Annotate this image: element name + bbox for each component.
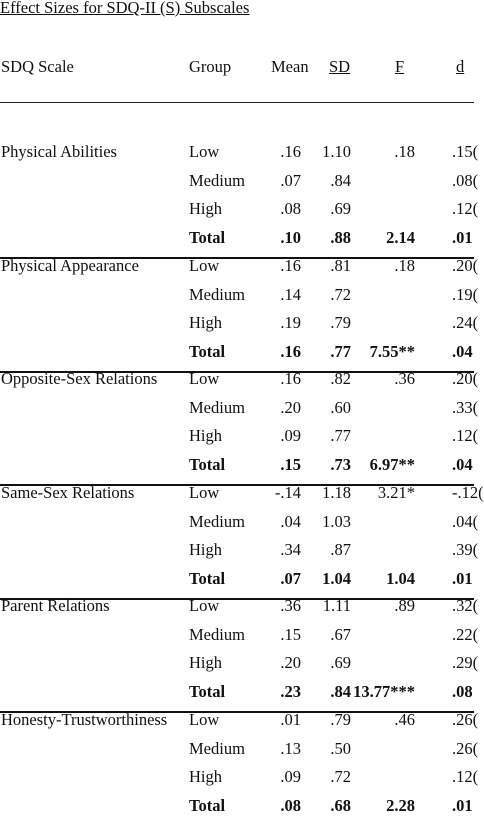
cell-f: 2.14 bbox=[386, 227, 415, 247]
cell-group: Total bbox=[189, 227, 226, 247]
cell-mean: .20 bbox=[280, 653, 301, 672]
cell-group: High bbox=[189, 540, 222, 559]
cell-d: .04( bbox=[452, 511, 479, 531]
cell-mean: .34 bbox=[280, 540, 301, 559]
cell-mean: .10 bbox=[280, 227, 301, 247]
scale-block bbox=[0, 130, 479, 247]
cell-f: .89 bbox=[394, 596, 415, 615]
scale-name: Parent Relations bbox=[1, 596, 110, 615]
cell-d: .01 bbox=[452, 795, 473, 815]
cell-d: .04 bbox=[452, 454, 473, 474]
cell-group: High bbox=[189, 426, 222, 445]
cell-mean: .15 bbox=[280, 624, 301, 644]
cell-f: .46 bbox=[394, 710, 415, 729]
column-header-scale: SDQ Scale bbox=[1, 57, 74, 76]
cell-d: .08 bbox=[452, 681, 473, 701]
column-header-d: d bbox=[456, 57, 465, 76]
cell-sd: .79 bbox=[330, 710, 351, 729]
cell-group: Low bbox=[189, 483, 220, 502]
cell-sd: 1.04 bbox=[322, 568, 351, 588]
cell-mean: -.14 bbox=[274, 483, 301, 502]
cell-group: Medium bbox=[189, 624, 245, 644]
cell-group: Low bbox=[189, 256, 220, 275]
cell-sd: .82 bbox=[330, 369, 351, 388]
cell-mean: .13 bbox=[280, 738, 301, 758]
cell-mean: .16 bbox=[280, 341, 301, 361]
cell-d: .39( bbox=[452, 540, 479, 559]
cell-d: .20( bbox=[452, 256, 479, 275]
cell-mean: .07 bbox=[280, 170, 301, 190]
cell-mean: .36 bbox=[280, 596, 301, 615]
cell-sd: .69 bbox=[330, 199, 351, 218]
cell-sd: .73 bbox=[330, 454, 351, 474]
cell-sd: 1.11 bbox=[322, 596, 351, 615]
cell-f: 6.97** bbox=[369, 454, 415, 474]
column-header-f: F bbox=[395, 57, 405, 76]
column-header-mean: Mean bbox=[271, 57, 309, 76]
cell-sd: .84 bbox=[330, 681, 351, 701]
cell-mean: .04 bbox=[280, 511, 301, 531]
header-rule bbox=[0, 102, 474, 103]
cell-d: .15( bbox=[452, 142, 479, 161]
cell-sd: .69 bbox=[330, 653, 351, 672]
cell-mean: .14 bbox=[280, 284, 301, 304]
cell-d: .04 bbox=[452, 341, 473, 361]
cell-f: 13.77*** bbox=[353, 681, 415, 701]
cell-mean: .07 bbox=[280, 568, 301, 588]
cell-mean: .16 bbox=[280, 369, 301, 388]
cell-mean: .19 bbox=[280, 313, 301, 332]
cell-mean: .23 bbox=[280, 681, 301, 701]
cell-d: .26( bbox=[452, 738, 479, 758]
cell-group: Total bbox=[189, 341, 226, 361]
cell-d: .24( bbox=[452, 313, 479, 332]
cell-mean: .01 bbox=[280, 710, 301, 729]
cell-mean: .16 bbox=[280, 256, 301, 275]
cell-group: Total bbox=[189, 568, 226, 588]
cell-f: .18 bbox=[394, 142, 415, 161]
scale-name: Physical Abilities bbox=[1, 142, 117, 161]
cell-sd: .87 bbox=[330, 540, 351, 559]
cell-sd: .72 bbox=[330, 767, 351, 786]
cell-sd: .60 bbox=[330, 397, 351, 417]
cell-d: .26( bbox=[452, 710, 479, 729]
cell-group: Low bbox=[189, 369, 220, 388]
cell-d: .20( bbox=[452, 369, 479, 388]
cell-sd: 1.10 bbox=[322, 142, 351, 161]
cell-mean: .09 bbox=[280, 767, 301, 786]
cell-sd: .72 bbox=[330, 284, 351, 304]
cell-sd: .50 bbox=[330, 738, 351, 758]
column-header-group: Group bbox=[189, 57, 232, 76]
cell-mean: .08 bbox=[280, 199, 301, 218]
cell-group: High bbox=[189, 653, 222, 672]
cell-sd: .88 bbox=[330, 227, 351, 247]
cell-d: .19( bbox=[452, 284, 479, 304]
cell-sd: .79 bbox=[330, 313, 351, 332]
cell-sd: 1.03 bbox=[322, 511, 351, 531]
cell-d: .12( bbox=[452, 767, 479, 786]
scale-name: Honesty-Trustworthiness bbox=[1, 710, 168, 729]
cell-d: .01 bbox=[452, 227, 473, 247]
cell-d: .22( bbox=[452, 624, 479, 644]
scale-name: Same-Sex Relations bbox=[1, 483, 135, 502]
scale-block bbox=[0, 244, 479, 361]
cell-group: High bbox=[189, 313, 222, 332]
column-header-sd: SD bbox=[329, 57, 351, 76]
cell-group: Medium bbox=[189, 738, 245, 758]
cell-group: Low bbox=[189, 142, 220, 161]
cell-d: .01 bbox=[452, 568, 473, 588]
cell-d: .08( bbox=[452, 170, 479, 190]
scale-block bbox=[0, 698, 479, 815]
cell-mean: .16 bbox=[280, 142, 301, 161]
cell-d: .12( bbox=[452, 426, 479, 445]
cell-d: .29( bbox=[452, 653, 479, 672]
cell-mean: .09 bbox=[280, 426, 301, 445]
cell-f: .18 bbox=[394, 256, 415, 275]
cell-mean: .20 bbox=[280, 397, 301, 417]
cell-f: 7.55** bbox=[369, 341, 415, 361]
cell-mean: .08 bbox=[280, 795, 301, 815]
scale-name: Physical Appearance bbox=[1, 256, 139, 275]
cell-group: Medium bbox=[189, 397, 245, 417]
cell-group: Total bbox=[189, 681, 226, 701]
cell-f: 1.04 bbox=[386, 568, 415, 588]
cell-d: .12( bbox=[452, 199, 479, 218]
cell-group: Total bbox=[189, 454, 226, 474]
scale-name: Opposite-Sex Relations bbox=[1, 369, 158, 388]
cell-sd: .67 bbox=[330, 624, 351, 644]
cell-group: Total bbox=[189, 795, 226, 815]
cell-f: 2.28 bbox=[386, 795, 415, 815]
cell-d: .33( bbox=[452, 397, 479, 417]
cell-group: Medium bbox=[189, 511, 245, 531]
cell-group: High bbox=[189, 199, 222, 218]
cell-sd: .68 bbox=[330, 795, 351, 815]
cell-d: .32( bbox=[452, 596, 479, 615]
cell-group: Medium bbox=[189, 284, 245, 304]
cell-group: Medium bbox=[189, 170, 245, 190]
cell-d: -.12( bbox=[452, 483, 484, 502]
cell-sd: .84 bbox=[330, 170, 351, 190]
cell-group: Low bbox=[189, 710, 220, 729]
table-caption: Effect Sizes for SDQ-II (S) Subscales bbox=[0, 0, 250, 17]
scale-block bbox=[0, 357, 479, 474]
cell-sd: .77 bbox=[330, 341, 351, 361]
cell-group: Low bbox=[189, 596, 220, 615]
cell-f: .36 bbox=[394, 369, 415, 388]
scale-block bbox=[0, 471, 484, 588]
cell-f: 3.21* bbox=[377, 483, 415, 502]
cell-sd: .77 bbox=[330, 426, 351, 445]
cell-sd: 1.18 bbox=[322, 483, 351, 502]
cell-sd: .81 bbox=[330, 256, 351, 275]
cell-group: High bbox=[189, 767, 222, 786]
scale-block bbox=[0, 584, 479, 701]
cell-mean: .15 bbox=[280, 454, 301, 474]
